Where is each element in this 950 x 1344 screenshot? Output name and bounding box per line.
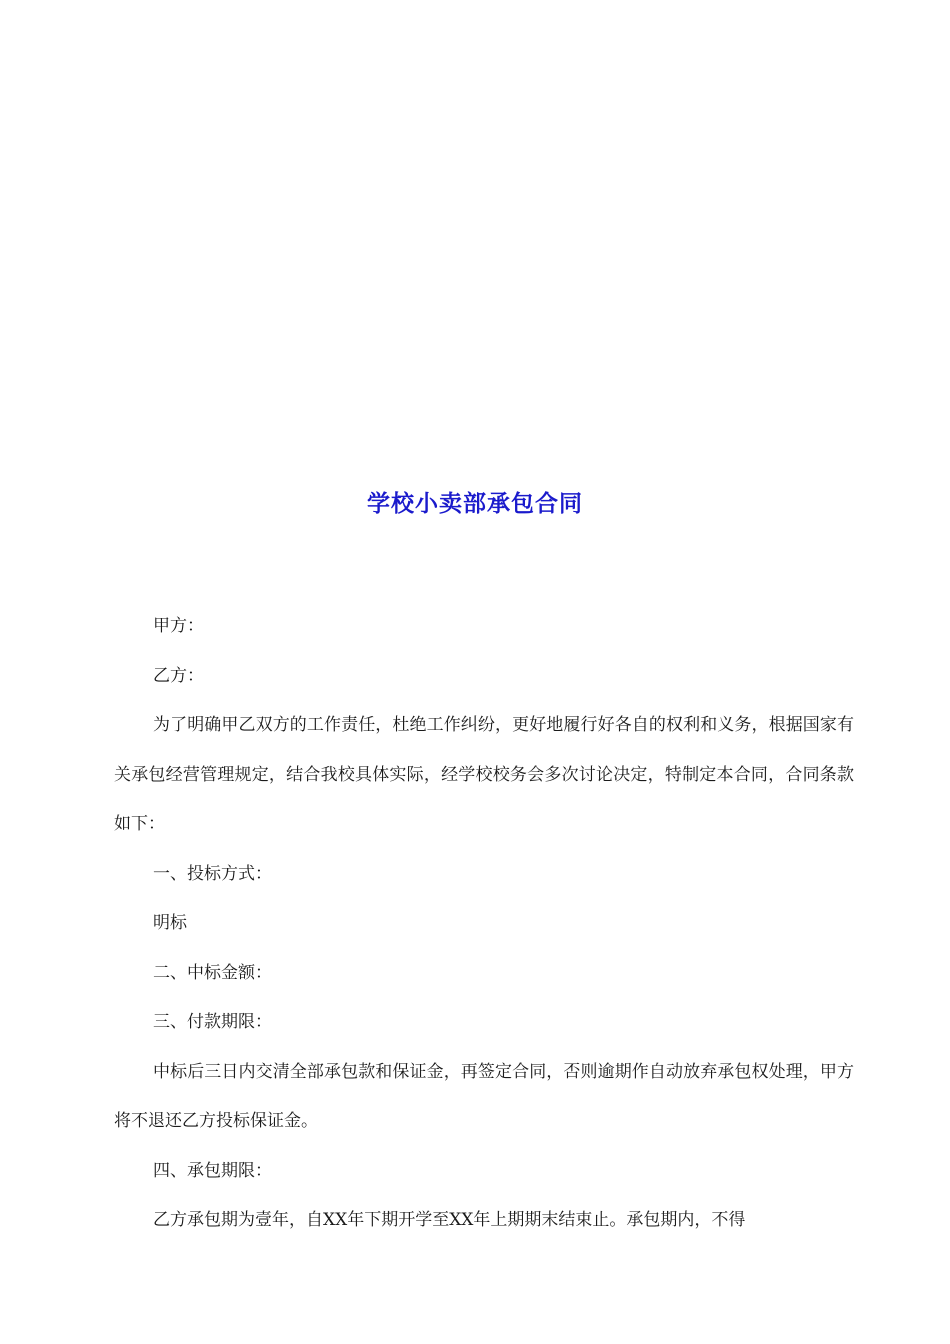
section-4-content: 乙方承包期为壹年，自XX年下期开学至XX年上期期末结束止。承包期内，不得 xyxy=(153,1210,746,1230)
preamble-paragraph: 为了明确甲乙双方的工作责任，杜绝工作纠纷，更好地履行好各自的权利和义务，根据国家有关承包经营管理规定，结合我校具体实际，经学校校务会多次讨论决定，特制定本合同，合同条款如下： xyxy=(114,715,854,834)
section-1-heading: 一、投标方式： xyxy=(153,863,272,884)
document-body xyxy=(114,602,854,1246)
party-a-line: 甲方： xyxy=(153,616,204,636)
section-3-heading: 三、付款期限： xyxy=(153,1012,272,1032)
section-1-content: 明标 xyxy=(153,913,187,933)
section-3-content: 中标后三日内交清全部承包款和保证金，再签定合同，否则逾期作自动放弃承包权处理，甲方将不退还乙方投标保证金。 xyxy=(114,1061,854,1131)
section-4-heading: 四、承包期限： xyxy=(153,1160,272,1181)
document-title: 学校小卖部承包合同 xyxy=(367,490,583,517)
party-b-line: 乙方： xyxy=(153,665,204,686)
section-2-heading: 二、中标金额： xyxy=(153,962,272,983)
